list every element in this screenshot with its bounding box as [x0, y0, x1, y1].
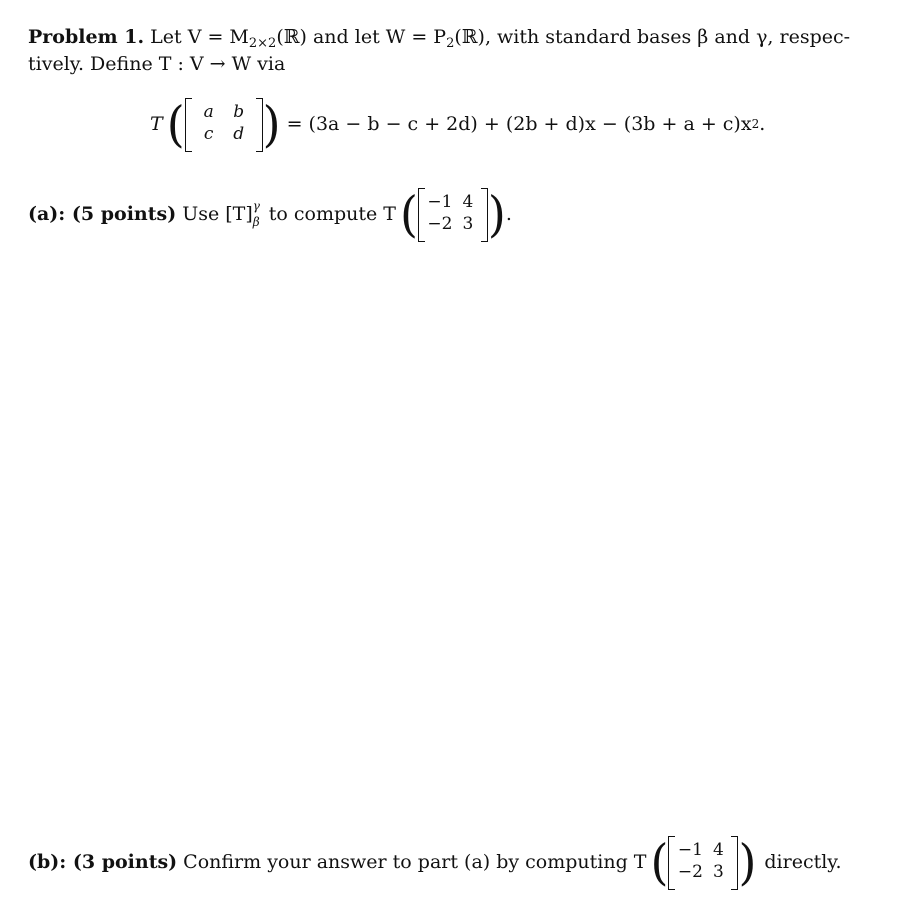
exponent-2: 2: [751, 117, 760, 131]
part-b-matrix: [668, 836, 738, 888]
problem-text-1: Let V = M: [150, 26, 249, 48]
part-a-matrix: [418, 188, 488, 240]
matrix-entry-c: c: [203, 124, 214, 144]
matrix-entry-22: 3: [462, 214, 474, 234]
part-b-text-1: Confirm your answer to part (a) by computing T: [183, 851, 647, 873]
matrix-entry-21: −2: [427, 214, 453, 234]
left-paren: (: [399, 185, 418, 243]
matrix-entry-21: −2: [677, 862, 703, 882]
left-paren: (: [166, 95, 185, 153]
right-paren: ): [738, 833, 757, 891]
definition-rhs: = (3a − b − c + 2d) + (2b + d)x − (3b + a + c)x: [286, 113, 752, 135]
map-symbol-T: T: [150, 113, 163, 135]
problem-statement-line-1: [28, 26, 850, 51]
matrix-entry-11: −1: [427, 192, 453, 212]
subscript-2x2: 2×2: [248, 36, 277, 51]
right-paren: ): [262, 95, 281, 153]
part-a-label: (a): (5 points): [28, 203, 177, 225]
problem-statement-line-2: [28, 53, 285, 75]
part-a-text-2: to compute T: [268, 203, 396, 225]
superscript-gamma: γ: [252, 199, 260, 213]
definition-equation: [150, 95, 766, 153]
left-paren: (: [650, 833, 669, 891]
part-a-end: .: [505, 203, 512, 225]
problem-text-1c: (ℝ), with standard bases β and γ, respec-: [454, 26, 851, 48]
definition-end: .: [759, 113, 766, 135]
right-paren: ): [487, 185, 506, 243]
matrix-entry-a: a: [203, 102, 214, 122]
part-a-text-1: Use [T]: [182, 203, 253, 225]
part-b-end: directly.: [764, 851, 842, 873]
subscript-2: 2: [446, 36, 455, 51]
subscript-beta: β: [252, 215, 260, 229]
matrix-rep-scripts: [252, 199, 265, 229]
problem-text-1b: (ℝ) and let W = P: [276, 26, 447, 48]
problem-label: Problem 1.: [28, 26, 145, 48]
generic-matrix: [185, 98, 263, 150]
problem-text-2: tively. Define T : V → W via: [28, 53, 286, 75]
matrix-entry-22: 3: [713, 862, 724, 882]
part-a: [28, 185, 512, 243]
matrix-entry-12: 4: [462, 192, 474, 212]
matrix-entry-12: 4: [713, 840, 724, 860]
part-b-label: (b): (3 points): [28, 851, 178, 873]
part-b: [28, 833, 842, 891]
matrix-entry-d: d: [233, 124, 245, 144]
matrix-entry-b: b: [233, 102, 245, 122]
matrix-entry-11: −1: [677, 840, 703, 860]
